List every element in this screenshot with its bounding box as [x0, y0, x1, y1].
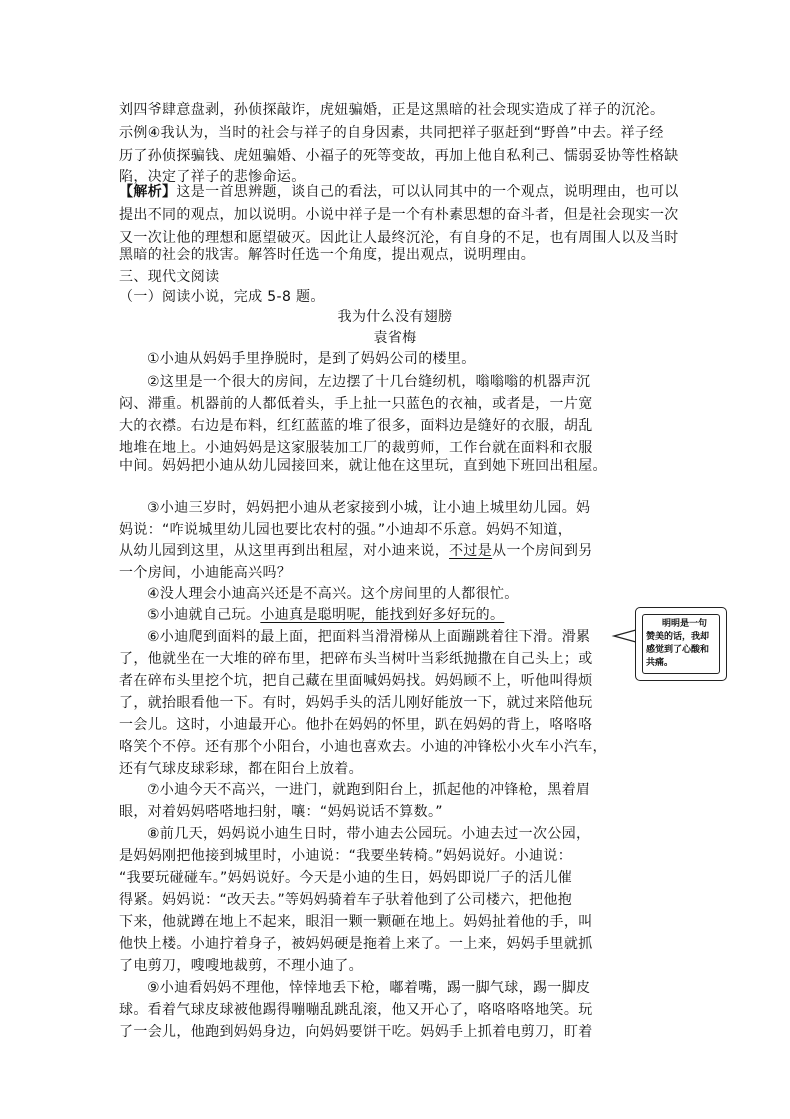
underlined-phrase: 不过是 [449, 543, 493, 559]
story-title: 我为什么没有翅膀 [337, 309, 453, 325]
annotation-text: 赞美的话，我却 [646, 632, 710, 642]
paragraph-line: ②这里是一个很大的房间，左边摆了十几台缝纫机，嗡嗡嗡的机器声沉 [147, 374, 591, 390]
story-author: 袁省梅 [373, 330, 417, 346]
paragraph-line: 一个房间，小迪能高兴吗？ [119, 565, 292, 581]
analysis-label: 【解析】 [119, 184, 177, 200]
paragraph-line: 中间。妈妈把小迪从幼儿园接回来，就让他在这里玩，直到她下班回出租屋。 [119, 458, 607, 474]
paragraph-line: 下来，他就蹲在地上不起来，眼泪一颗一颗砸在地上。妈妈扯着他的手，叫 [119, 914, 593, 930]
analysis-line [119, 182, 679, 202]
paragraph-line: ③小迪三岁时，妈妈把小迪从老家接到小城，让小迪上城里幼儿园。妈 [147, 500, 591, 516]
paragraph-line: 得紧。妈妈说：“改天去。”等妈妈骑着车子驮着他到了公司楼六，把他抱 [119, 892, 573, 908]
paragraph-line: ⑥小迪爬到面料的最上面，把面料当滑滑梯从上面蹦跳着往下滑。滑累 [147, 629, 591, 645]
paragraph-line: 咯笑个不停。还有那个小阳台，小迪也喜欢去。小迪的冲锋松小火车小汽车， [119, 739, 607, 755]
paragraph-line: ⑦小迪今天不高兴，一进门，就跑到阳台上，抓起他的冲锋枪，黑着眉 [147, 782, 591, 798]
text-line: 黑暗的社会的戕害。解答时任选一个角度，提出观点，说明理由。 [119, 247, 536, 263]
text-line: 刘四爷肆意盘剥，孙侦探敲诈，虎妞骗婚，正是这黑暗的社会现实造成了祥子的沉沦。 [119, 102, 665, 118]
paragraph-line: 了，他就坐在一大堆的碎布里，把碎布头当树叶当彩纸抛撒在自己头上；或 [119, 651, 593, 667]
text-line: 又一次让他的理想和愿望破灭。因此让人最终沉沦，有自身的不足，也有周围人以及当时 [119, 230, 679, 246]
paragraph-line: 地堆在地上。小迪妈妈是这家服装加工厂的裁剪师，工作台就在面料和衣服 [119, 440, 593, 456]
paragraph-line: 大的衣襟。右边是布料，红红蓝蓝的堆了很多，面料边是缝好的衣服，胡乱 [119, 418, 593, 434]
text-segment: 从幼儿园到这里，从这里再到出租屋，对小迪来说， [119, 543, 450, 559]
paragraph-line: 还有气球皮球彩球，都在阳台上放着。 [119, 761, 363, 777]
paragraph-line: 了，就抬眼看他一下。有时，妈妈手头的活儿刚好能放一下，就过来陪他玩 [119, 695, 593, 711]
text-line: 示例④我认为，当时的社会与祥子的自身因素，共同把祥子驱赶到“野兽”中去。祥子经 [119, 125, 664, 141]
paragraph-line: ④没人理会小迪高兴还是不高兴。这个房间里的人都很忙。 [147, 586, 519, 602]
text-line: 陷，决定了祥子的悲惨命运。 [119, 169, 306, 185]
paragraph-line: 闷、滞重。机器前的人都低着头，手上扯一只蓝色的衣袖，或者是，一片宽 [119, 396, 593, 412]
paragraph-line: 妈说：“咋说城里幼儿园也要比农村的强。”小迪却不乐意。妈妈不知道， [119, 522, 573, 538]
paragraph-line: 者在碎布头里挖个坑，把自己藏在里面喊妈妈找。妈妈顾不上，听他叫得烦 [119, 673, 593, 689]
annotation-pointer-icon [611, 627, 637, 645]
paragraph-line: 一会儿。这时，小迪最开心。他扑在妈妈的怀里，趴在妈妈的背上，咯咯咯 [119, 717, 593, 733]
annotation-text: 明明是一句 [662, 619, 708, 629]
margin-annotation-box [635, 607, 727, 681]
underlined-sentence: 小迪真是聪明呢，能找到好多好玩的。 [260, 607, 505, 623]
paragraph-line [147, 605, 504, 625]
question-instruction: （一）阅读小说，完成 5-8 题。 [119, 289, 325, 305]
paragraph-line: 他快上楼。小迪拧着身子，被妈妈硬是拖着上来了。一上来，妈妈手里就抓 [119, 936, 593, 952]
paragraph-line: 眼，对着妈妈嗒嗒地扫射，嚷：“妈妈说话不算数。” [119, 804, 443, 820]
section-heading: 三、现代文阅读 [119, 269, 220, 285]
text-line: 提出不同的观点，加以说明。小说中祥子是一个有朴素思想的奋斗者，但是社会现实一次 [119, 207, 679, 223]
text-line: 历了孙侦探骗钱、虎妞骗婚、小福子的死等变故，再加上他自私利己、懦弱妥协等性格缺 [119, 148, 679, 164]
annotation-text: 共痛。 [646, 658, 674, 668]
paragraph-line: ⑨小迪看妈妈不理他，悻悻地丢下枪，嘟着嘴，踢一脚气球，踢一脚皮 [147, 980, 591, 996]
analysis-text: 这是一首思辨题，谈自己的看法，可以认同其中的一个观点，说明理由，也可以 [176, 184, 679, 200]
annotation-text: 感觉到了心酸和 [646, 645, 710, 655]
paragraph-line: 是妈妈刚把他接到城里时，小迪说：“我要坐转椅。”妈妈说好。小迪说： [119, 848, 573, 864]
paragraph-line: “我要玩碰碰车。”妈妈说好。今天是小迪的生日，妈妈即说厂子的活儿催 [119, 870, 573, 886]
paragraph-line [119, 541, 593, 561]
paragraph-line: 了一会儿，他跑到妈妈身边，向妈妈要饼干吃。妈妈手上抓着电剪刀，盯着 [119, 1024, 593, 1040]
paragraph-line: 了电剪刀，嗖嗖地裁剪，不理小迪了。 [119, 958, 363, 974]
text-segment: ⑤小迪就自己玩。 [147, 607, 261, 623]
paragraph-line: ⑧前几天，妈妈说小迪生日时，带小迪去公园玩。小迪去过一次公园， [147, 826, 591, 842]
paragraph-line: 球。看着气球皮球被他踢得嘣嘣乱跳乱滚，他又开心了，咯咯咯咯地笑。玩 [119, 1002, 593, 1018]
paragraph-line: ①小迪从妈妈手里挣脱时，是到了妈妈公司的楼里。 [147, 351, 476, 367]
text-segment: 从一个房间到另 [492, 543, 593, 559]
